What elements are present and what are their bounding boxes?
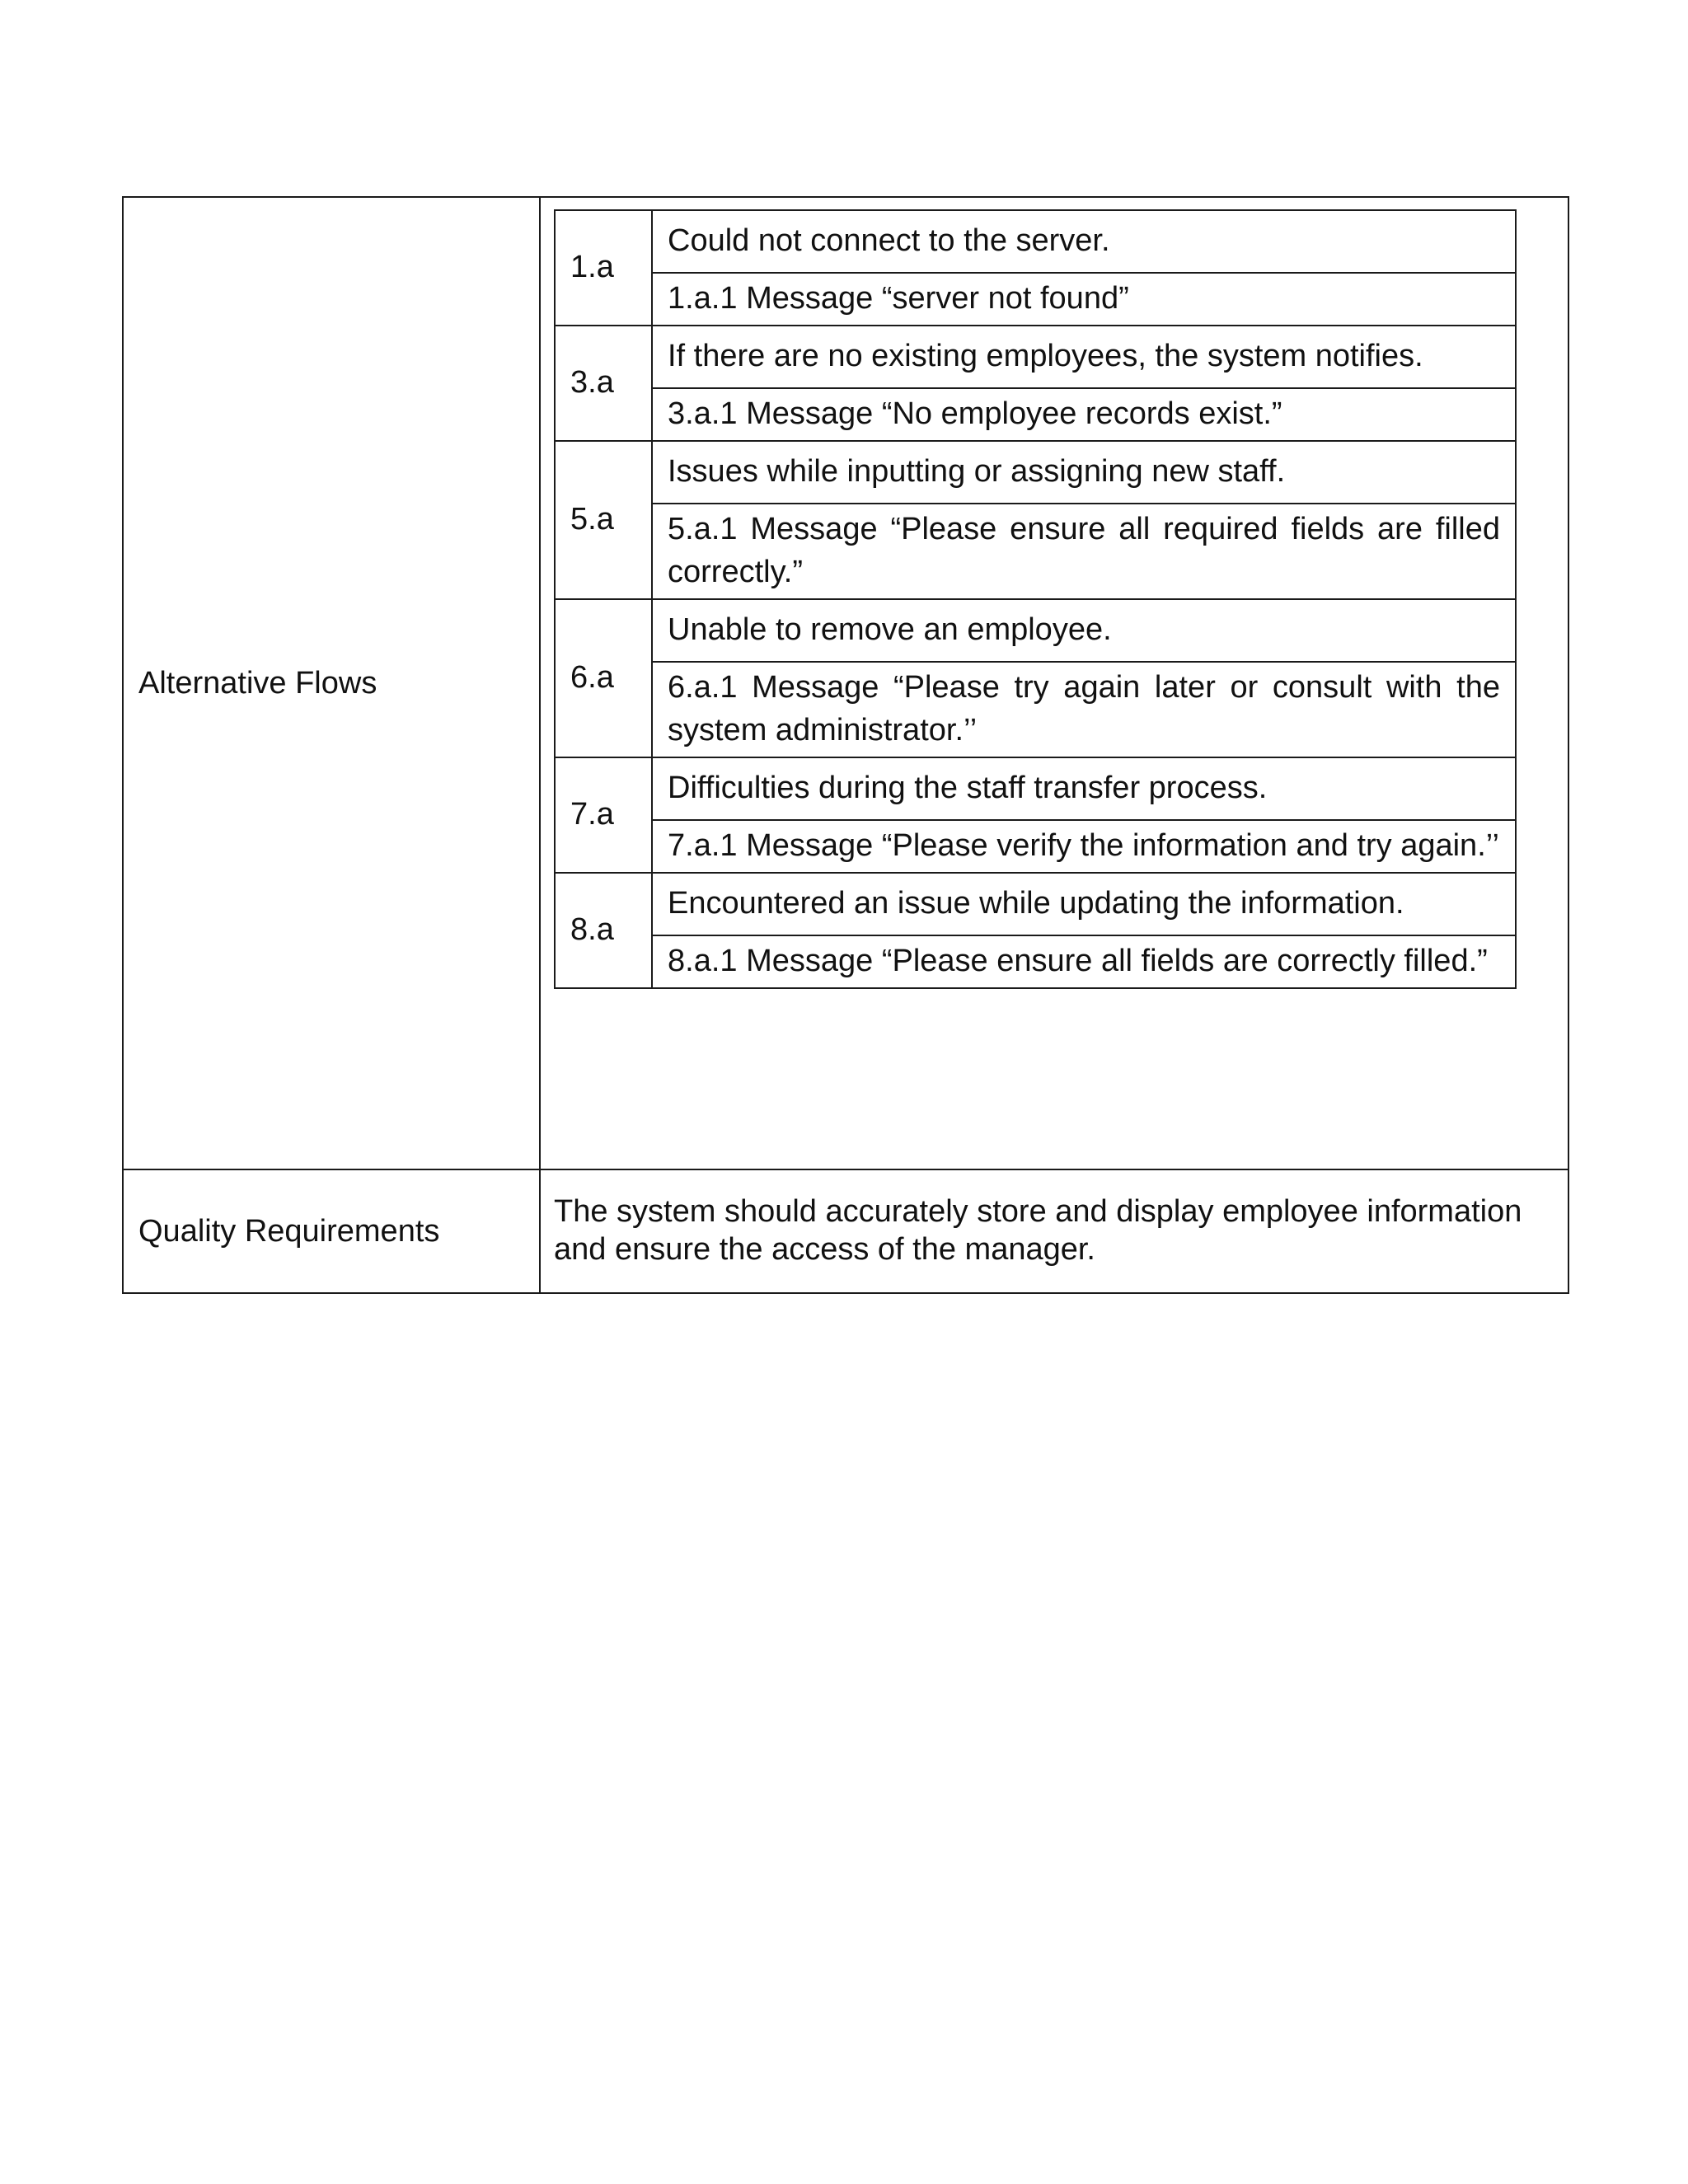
flow-message: 7.a.1 Message “Please verify the information and try again.’’ [652,820,1516,873]
flow-condition: Unable to remove an employee. [652,599,1516,662]
flow-step-id: 7.a [555,757,652,873]
flow-condition-row [555,757,1516,820]
flow-step-id: 5.a [555,441,652,599]
flow-condition-row [555,599,1516,662]
flow-step-id: 1.a [555,210,652,326]
quality-requirements-label: Quality Requirements [123,1169,540,1293]
flow-step-id: 6.a [555,599,652,757]
flow-message-row [555,388,1516,441]
flow-condition: Encountered an issue while updating the information. [652,873,1516,935]
alternative-flows-content [540,197,1568,1169]
alternative-flows-table [554,209,1517,989]
flow-condition: Could not connect to the server. [652,210,1516,273]
flow-condition-row [555,326,1516,388]
use-case-table [122,196,1569,1294]
flow-message: 5.a.1 Message “Please ensure all required fields are filled correctly.” [652,504,1516,599]
flow-condition: If there are no existing employees, the system notifies. [652,326,1516,388]
flow-condition-row [555,210,1516,273]
flow-condition: Issues while inputting or assigning new staff. [652,441,1516,504]
alternative-flows-row [123,197,1568,1169]
quality-requirements-text: The system should accurately store and display employee information and ensure the access of the manager. [540,1169,1568,1293]
flow-condition-row [555,441,1516,504]
flow-message-row [555,820,1516,873]
flow-message: 1.a.1 Message “server not found” [652,273,1516,326]
flow-message-row [555,662,1516,757]
flow-message-row [555,504,1516,599]
quality-requirements-row [123,1169,1568,1293]
flow-message: 3.a.1 Message “No employee records exist.” [652,388,1516,441]
flow-condition-row [555,873,1516,935]
flow-message-row [555,935,1516,988]
flow-message: 6.a.1 Message “Please try again later or consult with the system administrator.’’ [652,662,1516,757]
flow-message-row [555,273,1516,326]
flow-step-id: 3.a [555,326,652,441]
alternative-flows-label: Alternative Flows [123,197,540,1169]
flow-condition: Difficulties during the staff transfer process. [652,757,1516,820]
flow-message: 8.a.1 Message “Please ensure all fields are correctly filled.” [652,935,1516,988]
flow-step-id: 8.a [555,873,652,988]
